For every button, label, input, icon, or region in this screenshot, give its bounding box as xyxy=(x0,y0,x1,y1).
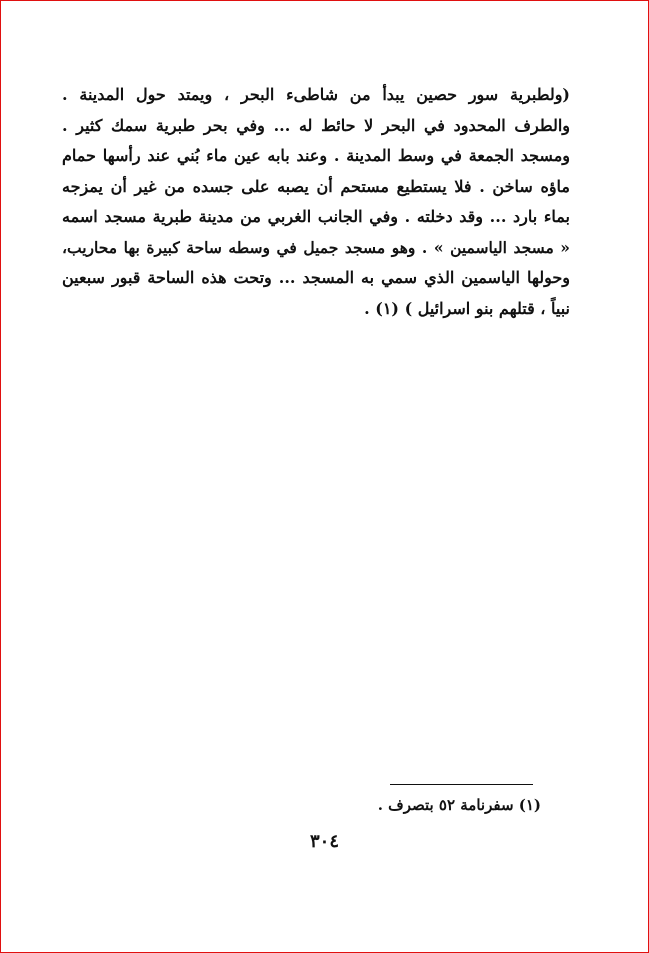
text-line-5: بماء بارد ... وقد دخلته . وفي الجانب الغربي من مدينة طبرية مسجد اسمه xyxy=(62,207,570,226)
text-line-3: ومسجد الجمعة في وسط المدينة . وعند بابه عين ماء بُني عند رأسها حمام xyxy=(62,146,570,165)
body-text xyxy=(62,80,570,324)
text-line-8: نبياً ، قتلهم بنو اسرائيل ) (١) . xyxy=(364,298,570,318)
footnote: (١) سفرنامة ٥٢ بتصرف . xyxy=(377,796,541,814)
text-line-4: ماؤه ساخن . فلا يستطيع مستحم أن يصبه على جسده من غير أن يمزجه xyxy=(62,176,570,196)
text-line-2: والطرف المحدود في البحر لا حائط له ... وفي بحر طبرية سمك كثير . xyxy=(62,115,570,135)
page-number: ٣٠٤ xyxy=(309,831,339,852)
text-line-6: « مسجد الياسمين » . وهو مسجد جميل في وسطه ساحة كبيرة بها محاريب، xyxy=(62,237,570,257)
footnote-divider xyxy=(390,784,533,785)
text-line-7: وحولها الياسمين الذي سمي به المسجد ... وتحت هذه الساحة قبور سبعين xyxy=(62,268,570,287)
text-line-1: (ولطبرية سور حصين يبدأ من شاطىء البحر ، ويمتد حول المدينة . xyxy=(62,85,571,104)
